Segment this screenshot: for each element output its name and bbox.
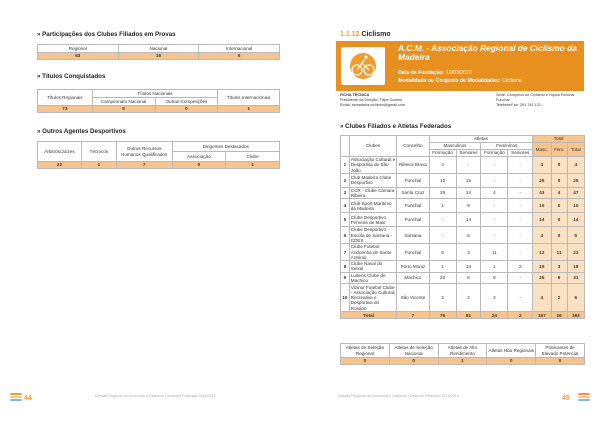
row-number: 6 xyxy=(341,227,350,244)
chapter-name: Ciclismo xyxy=(361,31,391,38)
value-outros-recursos: 7 xyxy=(116,162,172,169)
header-outras-competicoes: Outras Competições xyxy=(155,98,218,106)
fem-seniores: - xyxy=(508,244,533,261)
total-fem: 0 xyxy=(551,213,567,227)
modality xyxy=(398,78,522,84)
table-row xyxy=(341,284,585,312)
masc-seniores: 15 xyxy=(456,173,481,187)
total-total: 5 xyxy=(567,227,584,244)
table-row xyxy=(341,213,585,227)
header-arbitros: Árbitros/Juízes xyxy=(38,142,82,162)
row-number: 4 xyxy=(341,199,350,213)
header-atletas: Atletas xyxy=(429,136,533,143)
value-internacional: 6 xyxy=(199,53,280,60)
value-nao-regionais: 0 xyxy=(487,358,536,365)
fem-seniores: - xyxy=(508,272,533,284)
fem-seniores: 2 xyxy=(508,261,533,273)
fem-seniores: - xyxy=(508,227,533,244)
masc-seniores: 5 xyxy=(456,227,481,244)
total-masc: 12 xyxy=(533,244,551,261)
fem-seniores: - xyxy=(508,187,533,199)
chapter-title xyxy=(340,31,391,38)
header-associacao: Associação xyxy=(172,152,226,162)
value-clube: 1 xyxy=(226,162,280,169)
club-name: Ludens Clube de Machico xyxy=(349,272,396,284)
page-footer: Direção Regional de Juventude e Desporto | Desporto Federado 2014/2015 xyxy=(95,394,216,398)
header-fem-formacao: Formação xyxy=(481,150,508,157)
info-phone: Telefone/Fax: 291 741 121 xyxy=(496,103,541,108)
club-name: Club Madeira Clube Desportivo xyxy=(349,173,396,187)
total-fem: 3 xyxy=(551,261,567,273)
association-name: A.C.M. - Associação Regional de Ciclismo da Madeira xyxy=(398,43,577,62)
table-row xyxy=(341,199,585,213)
section-title-participacoes: » Participações dos Clubes Filiados em Provas xyxy=(37,31,176,38)
value-alto-rendimento: 1 xyxy=(438,358,487,365)
masc-formacao: 10 xyxy=(429,173,456,187)
header-masculinos: Masculinos xyxy=(429,143,481,150)
total-row xyxy=(341,312,585,319)
total-masc: 4 xyxy=(533,227,551,244)
header-titulos-regionais: Títulos Regionais xyxy=(38,90,93,106)
masc-formacao: 1 xyxy=(429,261,456,273)
club-name: Clube Naval do Seixal xyxy=(349,261,396,273)
value-associacao: 0 xyxy=(172,162,226,169)
masc-seniores: 9 xyxy=(456,199,481,213)
fem-seniores: - xyxy=(508,284,533,312)
header-fem-seniores: Seniores xyxy=(508,150,533,157)
total-total: 31 xyxy=(567,272,584,284)
club-concelho: Santa Cruz xyxy=(397,187,429,199)
header-outros-recursos: Outros Recursos Humanos Qualificados xyxy=(116,142,172,162)
masc-formacao: 1 xyxy=(429,199,456,213)
total-fem-seniores: 2 xyxy=(508,312,533,319)
total-masc: 10 xyxy=(533,199,551,213)
total-fem: 11 xyxy=(551,244,567,261)
info-president: Presidente da Direção: Filipe Gomes xyxy=(340,98,403,103)
technical-info xyxy=(340,93,405,108)
masc-formacao: 20 xyxy=(429,272,456,284)
total-total: 25 xyxy=(567,173,584,187)
total-fem: 2 xyxy=(551,284,567,312)
table-row xyxy=(341,187,585,199)
section-title-clubes: » Clubes Filiados e Atletas Federados xyxy=(340,123,452,130)
row-number: 3 xyxy=(341,187,350,199)
club-name: Clube Desportivo Primeiro de Maio xyxy=(349,213,396,227)
total-fem: 6 xyxy=(551,272,567,284)
fem-seniores: - xyxy=(508,157,533,174)
header-nacional: Nacional xyxy=(118,45,199,53)
club-concelho: São Vicente xyxy=(397,284,429,312)
header-selecao-regional: Atletas de Seleção Regional xyxy=(341,344,390,358)
row-number: 1 xyxy=(341,157,350,174)
fem-formacao: 6 xyxy=(481,272,508,284)
info-title: FICHA TÉCNICA xyxy=(340,93,370,97)
table-clubes xyxy=(340,135,585,319)
club-concelho: Santana xyxy=(397,227,429,244)
club-concelho: Funchal xyxy=(397,173,429,187)
header-internacional: Internacional xyxy=(199,45,280,53)
page-number: 45 xyxy=(562,395,570,402)
total-masc: 14 xyxy=(533,213,551,227)
masc-formacao: 4 xyxy=(429,157,456,174)
club-name: Clube Futebol Andorinha de Santo António xyxy=(349,244,396,261)
total-total: 23 xyxy=(567,244,584,261)
header-tecnicos: Técnicos xyxy=(81,142,116,162)
header-concelho: Concelho xyxy=(397,136,429,157)
section-title-titulos: » Títulos Conquistados xyxy=(37,73,106,80)
row-number: 2 xyxy=(341,173,350,187)
header-total-fem: Fem. xyxy=(551,143,567,157)
total-label: Total xyxy=(341,312,397,319)
table-selecao xyxy=(340,343,585,365)
page-footer: Direção Regional de Juventude e Desporto | Desporto Federado 2014/2015 xyxy=(338,394,459,398)
fem-formacao: - xyxy=(481,213,508,227)
info-city: Funchal xyxy=(496,98,510,103)
table-row xyxy=(341,157,585,174)
fem-seniores: - xyxy=(508,199,533,213)
page-number: 44 xyxy=(24,395,32,402)
contact-info xyxy=(496,93,574,108)
value-titulos-regionais: 73 xyxy=(38,106,93,113)
total-fem: 0 xyxy=(551,173,567,187)
table-row xyxy=(341,272,585,284)
value-campeonato-nacional: 5 xyxy=(92,106,155,113)
masc-formacao: - xyxy=(429,213,456,227)
modality-value: Ciclismo xyxy=(502,78,522,84)
header-total-total: Total xyxy=(567,143,584,157)
value-selecao-nacional: 0 xyxy=(389,358,438,365)
total-masc-formacao: 76 xyxy=(429,312,456,319)
info-email: Email: acmadeira.ciclismo@gmail.com xyxy=(340,103,406,108)
fem-formacao: 11 xyxy=(481,244,508,261)
modality-label: Modalidade ou Conjunto de Modalidades: xyxy=(398,78,501,84)
fem-seniores: - xyxy=(508,213,533,227)
row-number: 10 xyxy=(341,284,350,312)
table-row xyxy=(341,173,585,187)
table-titulos xyxy=(37,89,280,113)
club-concelho: Machico xyxy=(397,272,429,284)
total-masc: 15 xyxy=(533,261,551,273)
cyclist-icon xyxy=(341,47,385,85)
header-total-group: Total xyxy=(533,136,585,143)
club-concelho: Funchal xyxy=(397,213,429,227)
club-name: Club Sport Marítimo da Madeira xyxy=(349,199,396,213)
fem-formacao: 1 xyxy=(481,261,508,273)
masc-seniores: 3 xyxy=(456,244,481,261)
value-selecao-regional: 0 xyxy=(341,358,390,365)
total-fem: 0 xyxy=(551,157,567,174)
fem-formacao: - xyxy=(481,199,508,213)
fem-formacao: 4 xyxy=(481,187,508,199)
value-nacional: 16 xyxy=(118,53,199,60)
total-masc: 25 xyxy=(533,272,551,284)
foundation-date xyxy=(398,70,472,76)
header-campeonato-nacional: Campeonato Nacional xyxy=(92,98,155,106)
fem-formacao: - xyxy=(481,173,508,187)
row-number: 8 xyxy=(341,261,350,273)
fem-formacao: - xyxy=(481,227,508,244)
header-clube: Clube xyxy=(226,152,280,162)
total-fem-formacao: 24 xyxy=(481,312,508,319)
header-alto-rendimento: Atletas de Alto Rendimento xyxy=(438,344,487,358)
total-masc: 157 xyxy=(533,312,551,319)
masc-seniores: 5 xyxy=(456,272,481,284)
foundation-label: Data de Fundação: xyxy=(398,70,445,76)
club-rows xyxy=(341,157,585,312)
total-total: 10 xyxy=(567,199,584,213)
association-logo xyxy=(341,47,385,85)
masc-formacao: - xyxy=(429,227,456,244)
header-masc-seniores: Seniores xyxy=(456,150,481,157)
header-masc-formacao: Formação xyxy=(429,150,456,157)
value-arbitros: 22 xyxy=(38,162,82,169)
header-clubes: Clubes xyxy=(349,136,396,157)
value-tecnicos: 1 xyxy=(81,162,116,169)
total-total: 18 xyxy=(567,261,584,273)
header-femininos: Femininos xyxy=(481,143,533,150)
header-selecao-nacional: Atletas de Seleção Nacional xyxy=(389,344,438,358)
right-page xyxy=(300,0,600,424)
header-total-masc: Masc. xyxy=(533,143,551,157)
row-number: 5 xyxy=(341,213,350,227)
section-title-agentes: » Outros Agentes Desportivos xyxy=(37,128,126,135)
header-elevado-potencial: Praticantes de Elevado Potencial xyxy=(536,344,585,358)
masc-formacao: 9 xyxy=(429,244,456,261)
club-concelho: Funchal xyxy=(397,199,429,213)
total-concelho: 7 xyxy=(397,312,429,319)
club-name: Vizinur Futebol Clube - Associação Cultural, Recreativa e Desportiva do Rosário xyxy=(350,284,396,311)
masc-formacao: 2 xyxy=(429,284,456,312)
club-name: Clube Desportivo Escola de Santana - CDES xyxy=(349,227,396,244)
masc-seniores: - xyxy=(456,157,481,174)
total-total: 4 xyxy=(567,157,584,174)
total-fem: 0 xyxy=(551,227,567,244)
total-fem: 26 xyxy=(551,312,567,319)
club-concelho: Porto Moniz xyxy=(397,261,429,273)
total-total: 47 xyxy=(567,187,584,199)
fem-seniores: - xyxy=(508,173,533,187)
total-fem: 0 xyxy=(551,199,567,213)
header-dirigentes: Dirigentes Destacados xyxy=(172,142,279,152)
masc-formacao: 29 xyxy=(429,187,456,199)
chapter-number: 1.1.12 xyxy=(340,31,360,38)
total-masc: 25 xyxy=(533,173,551,187)
info-seat: Sede: Complexo de Ciclismo e Hípica Funchal xyxy=(496,93,575,97)
masc-seniores: 14 xyxy=(456,213,481,227)
header-nao-regionais: Atletas Não Regionais xyxy=(487,344,536,358)
club-concelho: Ribeira Brava xyxy=(397,157,429,174)
row-number: 7 xyxy=(341,244,350,261)
total-fem: 4 xyxy=(551,187,567,199)
masc-seniores: 14 xyxy=(456,261,481,273)
total-total: 183 xyxy=(567,312,584,319)
total-total: 6 xyxy=(567,284,584,312)
club-name: Associação Cultural e Desportiva de São João xyxy=(350,157,396,173)
total-masc: 4 xyxy=(533,157,551,174)
foundation-value: 12/03/2010 xyxy=(445,70,472,76)
value-regional: 63 xyxy=(38,53,119,60)
table-row xyxy=(341,227,585,244)
row-number: 9 xyxy=(341,272,350,284)
table-row xyxy=(341,261,585,273)
header-titulos-internacionais: Títulos Internacionais xyxy=(218,90,280,106)
stripes-decoration xyxy=(578,393,590,402)
value-elevado-potencial: 0 xyxy=(536,358,585,365)
value-titulos-internacionais: 1 xyxy=(218,106,280,113)
table-participacoes xyxy=(37,44,280,60)
value-outras-competicoes: 0 xyxy=(155,106,218,113)
club-concelho: Funchal xyxy=(397,244,429,261)
total-masc: 4 xyxy=(533,284,551,312)
header-regional: Regional xyxy=(38,45,119,53)
masc-seniores: 2 xyxy=(456,284,481,312)
club-name: CCR - Clube Cámara Ribeira xyxy=(349,187,396,199)
total-masc: 43 xyxy=(533,187,551,199)
masc-seniores: 14 xyxy=(456,187,481,199)
total-masc-seniores: 81 xyxy=(456,312,481,319)
header-titulos-nacionais: Títulos Nacionais xyxy=(92,90,218,98)
stripes-decoration xyxy=(10,393,22,402)
total-total: 14 xyxy=(567,213,584,227)
table-row xyxy=(341,244,585,261)
fem-formacao: - xyxy=(481,157,508,174)
fem-formacao: 2 xyxy=(481,284,508,312)
table-agentes xyxy=(37,141,280,169)
